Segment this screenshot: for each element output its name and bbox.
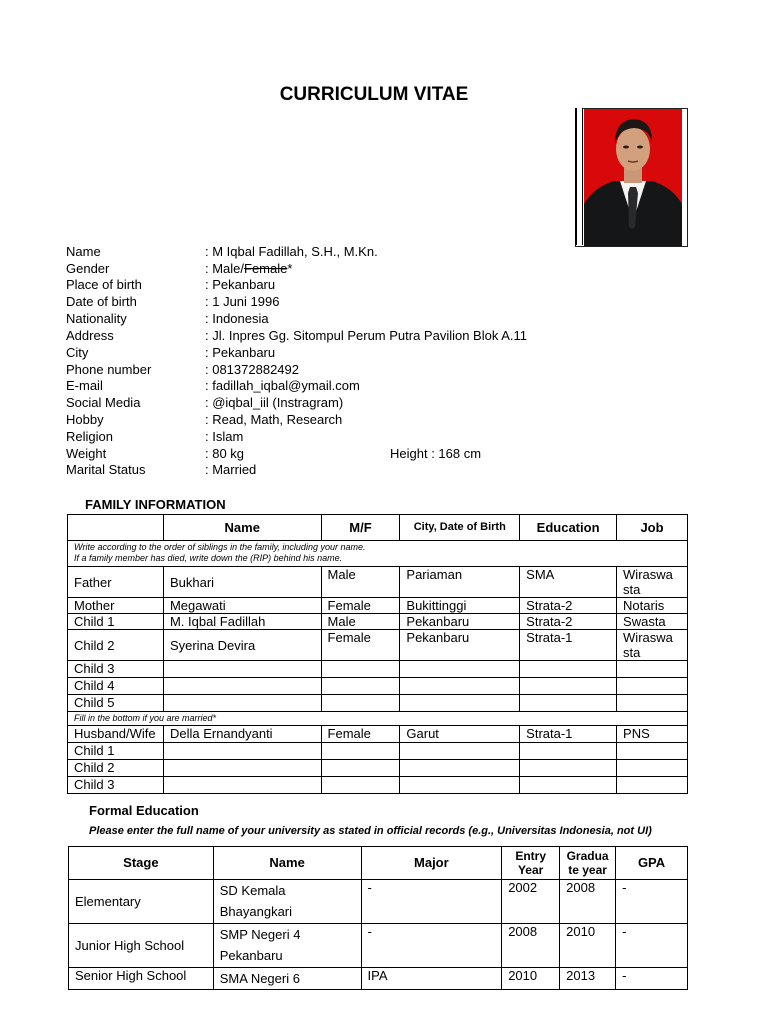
info-label: City — [66, 345, 89, 360]
info-label: Phone number — [66, 362, 152, 377]
family-header-cell: Job — [617, 515, 688, 541]
family-cell — [520, 777, 617, 794]
family-cell: Megawati — [163, 598, 321, 614]
info-extra: Height : 168 cm — [390, 446, 482, 461]
info-label: Name — [66, 244, 101, 259]
education-header-cell: GPA — [616, 847, 688, 880]
family-cell — [520, 760, 617, 777]
family-cell — [617, 695, 688, 712]
page-title: CURRICULUM VITAE — [279, 84, 469, 105]
info-value: : Islam — [205, 429, 244, 444]
gender-prefix: : Male/ — [205, 261, 245, 276]
education-cell: - — [361, 880, 502, 924]
family-row — [68, 760, 688, 777]
family-cell — [321, 661, 400, 678]
education-cell: 2002 — [502, 880, 560, 924]
info-label: Date of birth — [66, 294, 137, 309]
education-header-cell: Stage — [69, 847, 214, 880]
info-label: Social Media — [66, 395, 141, 410]
family-cell: Child 1 — [68, 743, 164, 760]
info-value: : M Iqbal Fadillah, S.H., M.Kn. — [205, 244, 378, 259]
family-cell: Male — [321, 614, 400, 630]
family-header-cell: Name — [163, 515, 321, 541]
family-cell: Strata-1 — [520, 630, 617, 661]
family-cell: Pariaman — [400, 567, 520, 598]
family-cell: Garut — [400, 726, 520, 743]
education-table — [68, 846, 688, 990]
family-cell — [321, 777, 400, 794]
note-line: Fill in the bottom if you are married* — [74, 713, 217, 723]
education-section-title: Formal Education — [89, 803, 199, 818]
family-table — [67, 514, 688, 794]
family-cell: Syerina Devira — [163, 630, 321, 661]
family-note — [68, 712, 688, 726]
photo-border — [575, 108, 583, 245]
family-row — [68, 598, 688, 614]
family-cell: Wiraswa sta — [617, 630, 688, 661]
info-value: : Pekanbaru — [205, 277, 276, 292]
education-cell: 2010 — [560, 924, 616, 968]
family-row — [68, 630, 688, 661]
gender-struck: Female — [244, 261, 288, 276]
family-row — [68, 777, 688, 794]
education-header-cell: Gradua te year — [560, 847, 616, 880]
family-cell: Bukhari — [163, 567, 321, 598]
info-value: : Indonesia — [205, 311, 269, 326]
family-cell: Strata-1 — [520, 726, 617, 743]
family-cell: Female — [321, 726, 400, 743]
family-cell — [321, 695, 400, 712]
family-row — [68, 695, 688, 712]
info-label: Address — [66, 328, 114, 343]
family-cell: Husband/Wife — [68, 726, 164, 743]
family-cell — [400, 678, 520, 695]
note-line: If a family member has died, write down the (RIP) behind his name. — [74, 553, 343, 563]
info-value: : 081372882492 — [205, 362, 299, 377]
family-cell — [321, 760, 400, 777]
family-cell — [617, 777, 688, 794]
family-cell — [163, 695, 321, 712]
family-cell — [617, 743, 688, 760]
family-row — [68, 661, 688, 678]
family-cell: SMA — [520, 567, 617, 598]
family-cell: Child 1 — [68, 614, 164, 630]
education-instruction: Please enter the full name of your university as stated in official records (e.g., Universitas Indonesia, not UI) — [89, 825, 652, 837]
family-cell: Child 4 — [68, 678, 164, 695]
family-cell: Child 3 — [68, 777, 164, 794]
family-cell — [163, 743, 321, 760]
family-cell: Strata-2 — [520, 598, 617, 614]
education-cell: 2013 — [560, 968, 616, 990]
education-cell: - — [616, 880, 688, 924]
family-cell — [400, 760, 520, 777]
education-cell: - — [616, 968, 688, 990]
education-cell: Junior High School — [69, 924, 214, 968]
family-section-title: FAMILY INFORMATION — [85, 497, 226, 512]
family-cell: Female — [321, 630, 400, 661]
family-cell — [400, 743, 520, 760]
info-label: Marital Status — [66, 462, 146, 477]
profile-photo — [584, 109, 682, 246]
family-cell: Child 2 — [68, 630, 164, 661]
family-cell: M. Iqbal Fadillah — [163, 614, 321, 630]
family-cell — [321, 678, 400, 695]
info-label: Place of birth — [66, 277, 142, 292]
family-cell — [163, 678, 321, 695]
education-row — [69, 968, 688, 990]
education-row — [69, 924, 688, 968]
family-header-cell: M/F — [321, 515, 400, 541]
family-cell — [163, 661, 321, 678]
family-cell: Della Ernandyanti — [163, 726, 321, 743]
family-cell: Female — [321, 598, 400, 614]
info-label: Nationality — [66, 311, 127, 326]
family-header-cell: Education — [520, 515, 617, 541]
education-cell: SMP Negeri 4 Pekanbaru — [213, 924, 361, 968]
family-cell: Swasta — [617, 614, 688, 630]
family-row — [68, 743, 688, 760]
family-row — [68, 726, 688, 743]
family-cell — [163, 760, 321, 777]
family-cell — [617, 661, 688, 678]
family-cell: PNS — [617, 726, 688, 743]
family-cell — [617, 678, 688, 695]
info-value: : Pekanbaru — [205, 345, 276, 360]
family-cell — [520, 678, 617, 695]
info-value: : 1 Juni 1996 — [205, 294, 280, 309]
family-row — [68, 678, 688, 695]
info-value: : fadillah_iqbal@ymail.com — [205, 378, 360, 393]
family-row — [68, 567, 688, 598]
family-row — [68, 614, 688, 630]
education-cell: SD Kemala Bhayangkari — [213, 880, 361, 924]
family-note — [68, 541, 688, 567]
education-header-cell: Entry Year — [502, 847, 560, 880]
education-header-cell: Major — [361, 847, 502, 880]
education-cell: Senior High School — [69, 968, 214, 990]
family-cell: Male — [321, 567, 400, 598]
info-value: : Jl. Inpres Gg. Sitompul Perum Putra Pavilion Blok A.11 — [205, 328, 528, 343]
family-cell — [400, 695, 520, 712]
info-value: : 80 kg — [205, 446, 245, 461]
info-label: Weight — [66, 446, 107, 461]
info-value — [205, 260, 292, 277]
gender-suffix: * — [287, 261, 293, 276]
education-cell: Elementary — [69, 880, 214, 924]
family-header-cell — [68, 515, 164, 541]
education-cell: IPA — [361, 968, 502, 990]
info-value: : @iqbal_iil (Instragram) — [205, 395, 344, 410]
family-cell: Notaris — [617, 598, 688, 614]
family-cell — [520, 743, 617, 760]
family-cell: Wiraswa sta — [617, 567, 688, 598]
family-cell: Child 3 — [68, 661, 164, 678]
info-label: E-mail — [66, 378, 103, 393]
family-cell — [617, 760, 688, 777]
family-cell — [400, 777, 520, 794]
note-line: Write according to the order of siblings in the family, including your name. — [74, 542, 366, 552]
info-label: Gender — [66, 261, 110, 276]
education-header-row — [69, 847, 688, 880]
info-value: : Married — [205, 462, 257, 477]
family-cell — [520, 695, 617, 712]
family-cell: Child 5 — [68, 695, 164, 712]
family-cell: Father — [68, 567, 164, 598]
education-cell: 2010 — [502, 968, 560, 990]
education-cell: SMA Negeri 6 — [213, 968, 361, 990]
family-cell: Pekanbaru — [400, 614, 520, 630]
family-header-cell: City, Date of Birth — [400, 515, 520, 541]
family-cell: Bukittinggi — [400, 598, 520, 614]
education-cell: - — [616, 924, 688, 968]
education-row — [69, 880, 688, 924]
education-header-cell: Name — [213, 847, 361, 880]
education-cell: 2008 — [560, 880, 616, 924]
family-note-row — [68, 712, 688, 726]
family-cell — [321, 743, 400, 760]
family-cell: Child 2 — [68, 760, 164, 777]
family-cell: Strata-2 — [520, 614, 617, 630]
family-cell — [163, 777, 321, 794]
family-cell — [520, 661, 617, 678]
education-cell: - — [361, 924, 502, 968]
family-header-row — [68, 515, 688, 541]
info-value: : Read, Math, Research — [205, 412, 343, 427]
info-label: Religion — [66, 429, 113, 444]
family-cell: Pekanbaru — [400, 630, 520, 661]
family-cell: Mother — [68, 598, 164, 614]
education-cell: 2008 — [502, 924, 560, 968]
info-label: Hobby — [66, 412, 104, 427]
family-cell — [400, 661, 520, 678]
family-note-row — [68, 541, 688, 567]
